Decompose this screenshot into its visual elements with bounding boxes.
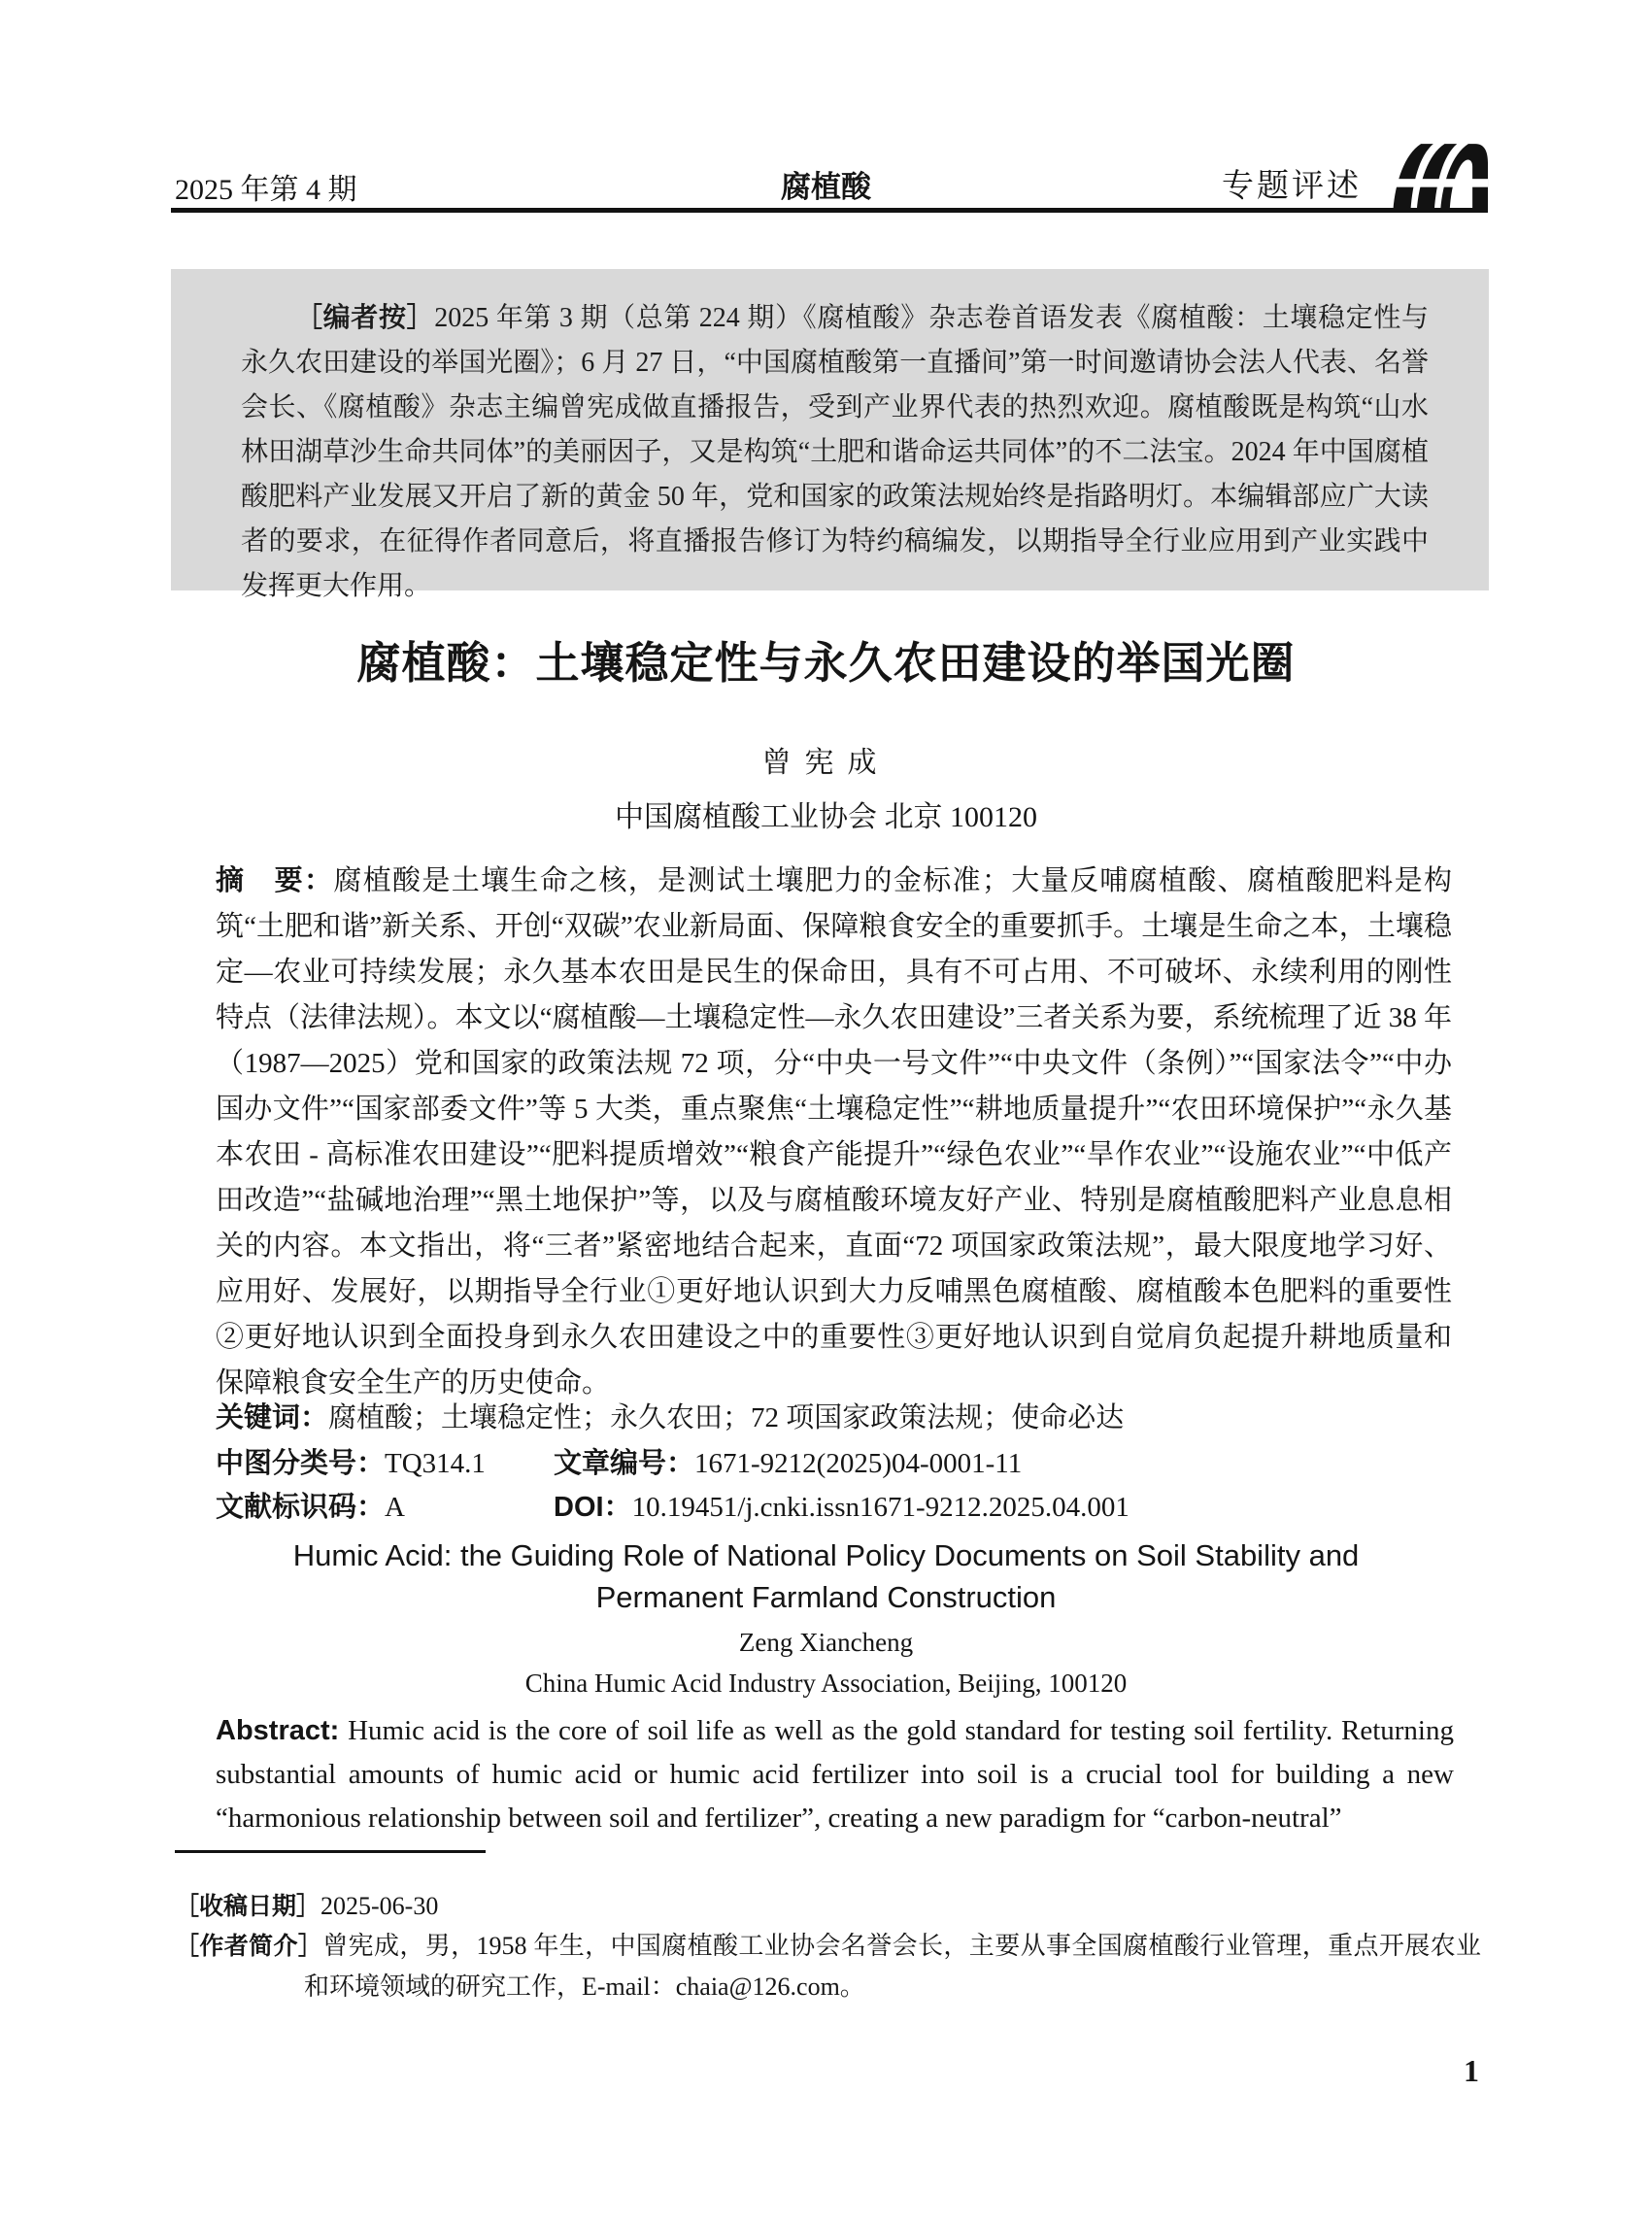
meta-row-2 (216, 1485, 1478, 1531)
author-zh: 曾宪成 (761, 747, 891, 779)
doc-code-value: A (385, 1492, 405, 1523)
author-en: Zeng Xiancheng (738, 1628, 914, 1657)
header-issue: 2025 年第 4 期 (175, 174, 357, 206)
article-title-zh: 腐植酸：土壤稳定性与永久农田建设的举国光圈 (356, 638, 1296, 688)
doc-code-label: 文献标识码： (216, 1492, 386, 1523)
article-title-en-line2: Permanent Farmland Construction (595, 1580, 1057, 1614)
author-bio-text: 曾宪成，男，1958 年生，中国腐植酸工业协会名誉会长，主要从事全国腐植酸行业管理，重点开展农业和环境领域的研究工作，E-mail：chaia@126.com。 (304, 1932, 1481, 2001)
doi-label: DOI： (554, 1492, 632, 1523)
keywords-row (216, 1396, 1452, 1441)
article-title-en-line1: Humic Acid: the Guiding Role of National Policy Documents on Soil Stability and (292, 1538, 1360, 1572)
doc-code-group (216, 1485, 554, 1531)
abstract-label-en: Abstract: (216, 1715, 340, 1746)
header-journal-title: 腐植酸 (781, 170, 871, 204)
editor-note-box (171, 269, 1489, 601)
article-no-label: 文章编号： (554, 1448, 695, 1479)
header-rule (171, 208, 1488, 213)
author-bio-label: ［作者简介］ (175, 1933, 323, 1960)
abstract-en (216, 1709, 1454, 1840)
article-no-value: 1671-9212(2025)04-0001-11 (694, 1448, 1023, 1479)
author-bio-row (175, 1926, 1481, 2006)
received-date-value: 2025-06-30 (320, 1892, 439, 1920)
meta-row-1 (216, 1441, 1478, 1487)
keywords-label: 关键词： (216, 1402, 329, 1433)
keywords-text: 腐植酸；土壤稳定性；永久农田；72 项国家政策法规；使命必达 (328, 1402, 1125, 1433)
editor-note-text: 2025 年第 3 期（总第 224 期）《腐植酸》杂志卷首语发表《腐植酸：土壤稳定性与永久农田建设的举国光圈》；6 月 27 日，“中国腐植酸第一直播间”第一时间邀请协会法人代表、名誉会长、《腐植酸》杂志主编曾宪成做直播报告，受到产业界代表的热烈欢迎。腐植酸既是构筑“山水林田湖草沙生命共同体”的美丽因子，又是构筑“土肥和谐命运共同体”的不二法宝。2024 年中国腐植酸肥料产业发展又开启了新的黄金 50 年，党和国家的政策法规始终是指路明灯。本编辑部应广大读者的要求，在征得作者同意后，将直播报告修订为特约稿编发，以期指导全行业应用到产业实践中发挥更大作用。 (241, 303, 1429, 601)
clc-label: 中图分类号： (216, 1448, 386, 1479)
affiliation-en: China Humic Acid Industry Association, Beijing, 100120 (524, 1669, 1128, 1698)
clc-value: TQ314.1 (385, 1448, 486, 1479)
clc-group (216, 1441, 554, 1487)
doi-value: 10.19451/j.cnki.issn1671-9212.2025.04.001 (631, 1492, 1129, 1523)
received-date-label: ［收稿日期］ (175, 1893, 321, 1920)
affiliation-zh: 中国腐植酸工业协会 北京 100120 (615, 801, 1037, 833)
abstract-zh (216, 859, 1452, 1406)
header-section-label: 专题评述 (1222, 169, 1362, 204)
abstract-text-en: Humic acid is the core of soil life as well as the gold standard for testing soil fertility. Returning substantial amounts of humic acid or humic acid fertilizer into soil is a crucial tool for building a new “harmonious relationship between soil and fertilizer”, creating a new paradigm for “carbon-neutral” (216, 1715, 1454, 1834)
footnote-rule (175, 1850, 486, 1853)
received-date-row (175, 1886, 438, 1927)
page-number: 1 (1464, 2053, 1479, 2088)
abstract-text-zh: 腐植酸是土壤生命之核，是测试土壤肥力的金标准；大量反哺腐植酸、腐植酸肥料是构筑“土肥和谐”新关系、开创“双碳”农业新局面、保障粮食安全的重要抓手。土壤是生命之本，土壤稳定—农业可持续发展；永久基本农田是民生的保命田，具有不可占用、不可破坏、永续利用的刚性特点（法律法规）。本文以“腐植酸—土壤稳定性—永久农田建设”三者关系为要，系统梳理了近 38 年（1987—2025）党和国家的政策法规 72 项，分“中央一号文件”“中央文件（条例）”“国家法令”“中办国办文件”“国家部委文件”等 5 大类，重点聚焦“土壤稳定性”“耕地质量提升”“农田环境保护”“永久基本农田 - 高标准农田建设”“肥料提质增效”“粮食产能提升”“绿色农业”“旱作农业”“设施农业”“中低产田改造”“盐碱地治理”“黑土地保护”等，以及与腐植酸环境友好产业、特别是腐植酸肥料产业息息相关的内容。本文指出，将“三者”紧密地结合起来，直面“72 项国家政策法规”，最大限度地学习好、应用好、发展好，以期指导全行业①更好地认识到大力反哺黑色腐植酸、腐植酸本色肥料的重要性②更好地认识到全面投身到永久农田建设之中的重要性③更好地认识到自觉肩负起提升耕地质量和保障粮食安全生产的历史使命。 (216, 865, 1452, 1399)
editor-note-label: ［编者按］ (295, 303, 435, 333)
journal-logo-icon (1383, 142, 1490, 210)
abstract-label-zh: 摘 要： (216, 865, 334, 896)
